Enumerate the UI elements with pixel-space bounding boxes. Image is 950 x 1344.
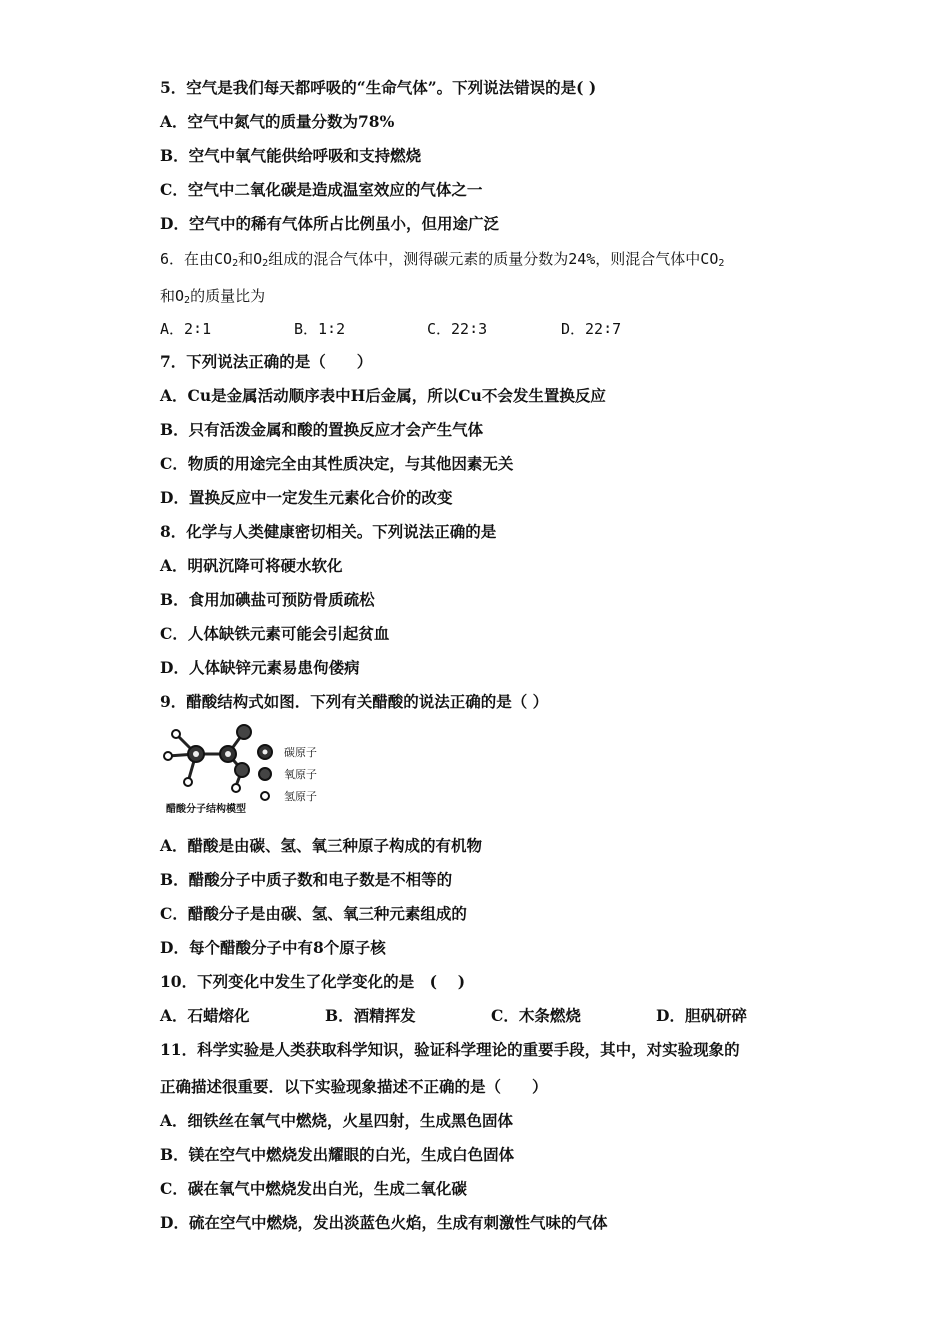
q11-stem-line2: 正确描述很重要．以下实验现象描述不正确的是（ ） <box>160 1077 548 1096</box>
acetic-acid-molecule-figure <box>158 722 368 816</box>
q6-option-d: D．22∶7 <box>561 320 622 338</box>
q5-option-a: A．空气中氮气的质量分数为78% <box>160 112 395 131</box>
q10-option-d: D．胆矾研碎 <box>656 1006 747 1025</box>
q5-option-c: C．空气中二氧化碳是造成温室效应的气体之一 <box>160 180 483 199</box>
figure-caption: 醋酸分子结构模型 <box>166 804 246 815</box>
q6-stem-part1: 6．在由CO <box>160 250 233 268</box>
q6-stem-line2 <box>160 286 265 306</box>
q7-option-b: B．只有活泼金属和酸的置换反应才会产生气体 <box>160 420 484 439</box>
q6-stem <box>160 249 724 269</box>
subscript-2: 2 <box>718 258 725 269</box>
q11-option-d: D．硫在空气中燃烧，发出淡蓝色火焰，生成有刺激性气味的气体 <box>160 1213 608 1232</box>
q8-stem: 8．化学与人类健康密切相关。下列说法正确的是 <box>160 522 497 541</box>
q5-stem: 5．空气是我们每天都呼吸的“生命气体”。下列说法错误的是( ) <box>160 78 597 97</box>
q6-line2-part2: 的质量比为 <box>190 287 266 305</box>
q9-option-b: B．醋酸分子中质子数和电子数是不相等的 <box>160 870 453 889</box>
q10-option-b: B．酒精挥发 <box>325 1006 416 1025</box>
q6-option-b: B．1∶2 <box>294 320 346 338</box>
q10-stem: 10．下列变化中发生了化学变化的是 ( ) <box>160 972 466 991</box>
legend-hydrogen <box>284 788 317 804</box>
q7-option-d: D．置换反应中一定发生元素化合价的改变 <box>160 488 453 507</box>
q7-stem: 7．下列说法正确的是（ ） <box>160 352 373 371</box>
legend-oxygen <box>284 766 317 782</box>
q6-stem-part3: 组成的混合气体中，测得碳元素的质量分数为24%，则混合气体中CO <box>268 250 719 268</box>
legend-oxygen-label: 氧原子 <box>284 768 317 781</box>
q8-option-b: B．食用加碘盐可预防骨质疏松 <box>160 590 375 609</box>
q5-option-d: D．空气中的稀有气体所占比例虽小，但用途广泛 <box>160 214 499 233</box>
subscript-2: 2 <box>232 258 239 269</box>
q10-option-a: A．石蜡熔化 <box>160 1006 250 1025</box>
oxygen-atom-icon <box>256 765 274 783</box>
legend-carbon-label: 碳原子 <box>284 746 317 759</box>
q11-stem-line1: 11．科学实验是人类获取科学知识，验证科学理论的重要手段，其中，对实验现象的 <box>160 1040 740 1059</box>
legend-carbon <box>284 744 317 760</box>
q8-option-c: C．人体缺铁元素可能会引起贫血 <box>160 624 390 643</box>
q9-option-a: A．醋酸是由碳、氢、氧三种原子构成的有机物 <box>160 836 483 855</box>
q11-option-c: C．碳在氧气中燃烧发出白光，生成二氧化碳 <box>160 1179 467 1198</box>
q6-option-a: A．2∶1 <box>160 320 212 338</box>
q5-option-b: B．空气中氧气能供给呼吸和支持燃烧 <box>160 146 422 165</box>
q9-option-d: D．每个醋酸分子中有8个原子核 <box>160 938 386 957</box>
q9-option-c: C．醋酸分子是由碳、氢、氧三种元素组成的 <box>160 904 467 923</box>
q6-option-c: C．22∶3 <box>427 320 488 338</box>
legend-hydrogen-label: 氢原子 <box>284 790 317 803</box>
q6-stem-part2: 和O <box>238 250 263 268</box>
subscript-2: 2 <box>184 295 191 306</box>
subscript-2: 2 <box>262 258 269 269</box>
q7-option-a: A．Cu是金属活动顺序表中H后金属，所以Cu不会发生置换反应 <box>160 386 606 405</box>
q8-option-d: D．人体缺锌元素易患佝偻病 <box>160 658 360 677</box>
q7-option-c: C．物质的用途完全由其性质决定，与其他因素无关 <box>160 454 514 473</box>
q11-option-a: A．细铁丝在氧气中燃烧，火星四射，生成黑色固体 <box>160 1111 514 1130</box>
q10-option-c: C．木条燃烧 <box>491 1006 581 1025</box>
hydrogen-atom-icon <box>256 787 274 805</box>
q8-option-a: A．明矾沉降可将硬水软化 <box>160 556 343 575</box>
carbon-atom-icon <box>256 743 274 761</box>
q11-option-b: B．镁在空气中燃烧发出耀眼的白光，生成白色固体 <box>160 1145 515 1164</box>
q6-line2-part1: 和O <box>160 287 185 305</box>
q9-stem: 9．醋酸结构式如图．下列有关醋酸的说法正确的是（ ） <box>160 692 549 711</box>
